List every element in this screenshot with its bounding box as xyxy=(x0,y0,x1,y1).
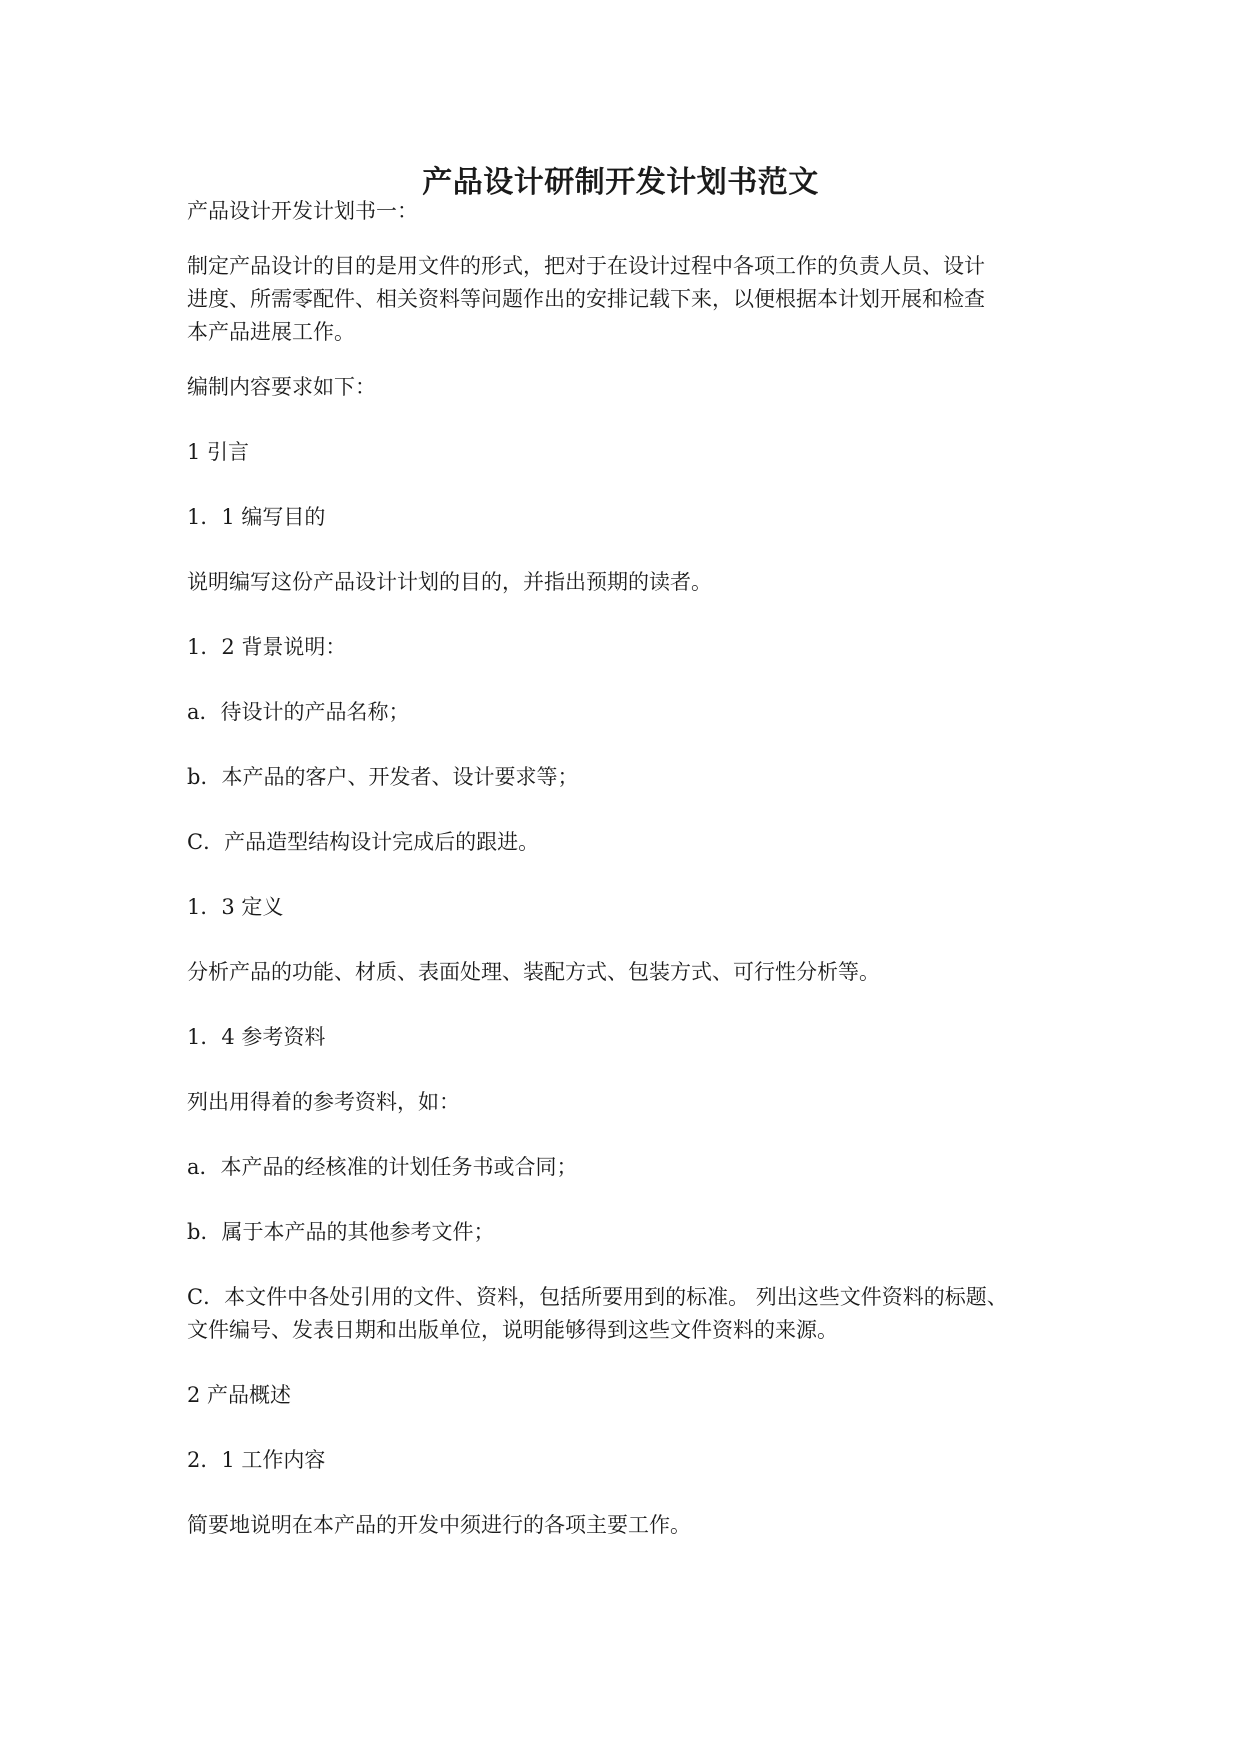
document-title: 产品设计研制开发计划书范文 xyxy=(422,165,819,200)
list-item-1-2-c: C．产品造型结构设计完成后的跟进。 xyxy=(187,830,540,854)
list-item-1-4-a: a．本产品的经核准的计划任务书或合同； xyxy=(187,1155,578,1179)
list-item-1-2-a: a．待设计的产品名称； xyxy=(187,700,410,724)
paragraph-intro: 产品设计开发计划书一： xyxy=(187,199,418,223)
paragraph-purpose-line-2: 进度、所需零配件、相关资料等问题作出的安排记载下来，以便根据本计划开展和检查 xyxy=(187,287,985,311)
paragraph-requirements: 编制内容要求如下： xyxy=(187,375,376,399)
paragraph-purpose-line-1: 制定产品设计的目的是用文件的形式，把对于在设计过程中各项工作的负责人员、设计 xyxy=(187,254,985,278)
list-item-1-4-b: b．属于本产品的其他参考文件； xyxy=(187,1220,495,1244)
paragraph-1-4-body: 列出用得着的参考资料，如： xyxy=(187,1090,460,1114)
heading-1-1: 1．1 编写目的 xyxy=(187,505,326,529)
paragraph-1-1-body: 说明编写这份产品设计计划的目的，并指出预期的读者。 xyxy=(187,570,712,594)
heading-section-1: 1 引言 xyxy=(187,440,250,464)
heading-1-2: 1．2 背景说明： xyxy=(187,635,347,659)
paragraph-1-3-body: 分析产品的功能、材质、表面处理、装配方式、包装方式、可行性分析等。 xyxy=(187,960,880,984)
list-item-1-4-c-line-2: 文件编号、发表日期和出版单位，说明能够得到这些文件资料的来源。 xyxy=(187,1318,838,1342)
heading-section-2: 2 产品概述 xyxy=(187,1383,292,1407)
heading-1-3: 1．3 定义 xyxy=(187,895,284,919)
list-item-1-2-b: b．本产品的客户、开发者、设计要求等； xyxy=(187,765,579,789)
list-item-1-4-c-line-1: C．本文件中各处引用的文件、资料，包括所要用到的标准。 列出这些文件资料的标题、 xyxy=(187,1285,1008,1309)
paragraph-purpose-line-3: 本产品进展工作。 xyxy=(187,320,355,344)
heading-2-1: 2．1 工作内容 xyxy=(187,1448,326,1472)
heading-1-4: 1．4 参考资料 xyxy=(187,1025,326,1049)
paragraph-2-1-body: 简要地说明在本产品的开发中须进行的各项主要工作。 xyxy=(187,1513,691,1537)
